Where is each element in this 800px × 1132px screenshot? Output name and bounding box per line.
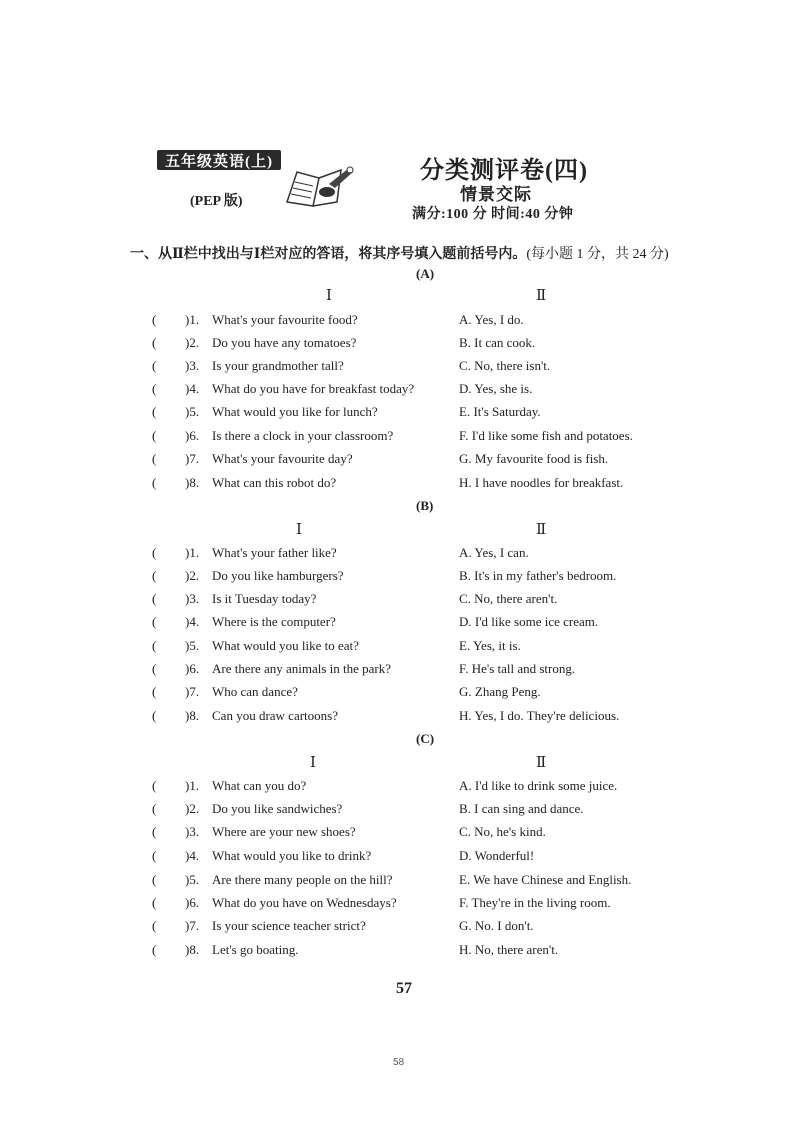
- question-text: What's your father like?: [212, 545, 337, 560]
- column-one-header: Ⅰ: [326, 288, 332, 304]
- answer-blank[interactable]: (: [152, 661, 157, 676]
- question-row: [152, 568, 682, 586]
- column-one-header: Ⅰ: [296, 522, 302, 538]
- answer-option: E. Yes, it is.: [459, 638, 521, 653]
- question-number: )7.: [185, 451, 200, 466]
- question-number: )3.: [185, 358, 200, 373]
- answer-option: E. It's Saturday.: [459, 404, 541, 419]
- section-label-c: (C): [416, 731, 435, 746]
- question-row: [152, 824, 682, 842]
- answer-blank[interactable]: (: [152, 638, 157, 653]
- answer-option: C. No, there aren't.: [459, 591, 558, 606]
- question-number: )5.: [185, 404, 200, 419]
- answer-option: B. I can sing and dance.: [459, 801, 584, 816]
- answer-option: B. It can cook.: [459, 335, 536, 350]
- answer-blank[interactable]: (: [152, 428, 157, 443]
- question-number: )3.: [185, 824, 200, 839]
- question-row: [152, 684, 682, 702]
- instruction-note: (每小题 1 分，共 24 分): [526, 247, 669, 262]
- answer-option: H. Yes, I do. They're delicious.: [459, 708, 620, 723]
- answer-blank[interactable]: (: [152, 404, 157, 419]
- answer-option: F. I'd like some fish and potatoes.: [459, 428, 633, 443]
- question-text: Do you like hamburgers?: [212, 568, 344, 583]
- score-time-info: 满分:100 分 时间:40 分钟: [412, 207, 574, 222]
- answer-option: F. They're in the living room.: [459, 895, 611, 910]
- question-row: [152, 614, 682, 632]
- scan-page-number: 58: [393, 1057, 405, 1068]
- question-text: Where is the computer?: [212, 614, 336, 629]
- question-number: )5.: [185, 872, 200, 887]
- answer-option: B. It's in my father's bedroom.: [459, 568, 617, 583]
- question-text: Are there many people on the hill?: [212, 872, 393, 887]
- question-text: What can you do?: [212, 778, 307, 793]
- answer-blank[interactable]: (: [152, 848, 157, 863]
- answer-option: D. Wonderful!: [459, 848, 535, 863]
- question-text: Is there a clock in your classroom?: [212, 428, 394, 443]
- answer-blank[interactable]: (: [152, 568, 157, 583]
- question-row: [152, 335, 682, 353]
- answer-option: E. We have Chinese and English.: [459, 872, 632, 887]
- question-row: [152, 778, 682, 796]
- question-number: )1.: [185, 778, 200, 793]
- question-number: )1.: [185, 545, 200, 560]
- page-subtitle: 情景交际: [460, 185, 532, 204]
- question-text: Can you draw cartoons?: [212, 708, 338, 723]
- question-row: [152, 638, 682, 656]
- answer-blank[interactable]: (: [152, 381, 157, 396]
- column-two-header: Ⅱ: [536, 288, 547, 304]
- answer-blank[interactable]: (: [152, 545, 157, 560]
- section-label-a: (A): [416, 266, 435, 281]
- answer-option: A. Yes, I can.: [459, 545, 529, 560]
- answer-option: G. No. I don't.: [459, 918, 534, 933]
- answer-blank[interactable]: (: [152, 475, 157, 490]
- question-row: [152, 708, 682, 726]
- question-row: [152, 381, 682, 399]
- question-number: )8.: [185, 475, 200, 490]
- question-row: [152, 358, 682, 376]
- answer-option: G. Zhang Peng.: [459, 684, 541, 699]
- question-text: Is it Tuesday today?: [212, 591, 317, 606]
- question-number: )7.: [185, 684, 200, 699]
- question-number: )2.: [185, 801, 200, 816]
- page-number: 57: [396, 980, 412, 997]
- book-pen-icon: [283, 158, 357, 210]
- answer-blank[interactable]: (: [152, 708, 157, 723]
- question-text: Do you like sandwiches?: [212, 801, 343, 816]
- answer-blank[interactable]: (: [152, 335, 157, 350]
- page-title: 分类测评卷(四): [420, 158, 588, 184]
- question-number: )6.: [185, 895, 200, 910]
- question-text: What do you have for breakfast today?: [212, 381, 415, 396]
- answer-blank[interactable]: (: [152, 872, 157, 887]
- question-row: [152, 895, 682, 913]
- question-row: [152, 801, 682, 819]
- column-two-header: Ⅱ: [536, 755, 547, 771]
- answer-blank[interactable]: (: [152, 801, 157, 816]
- section-label-b: (B): [416, 498, 434, 513]
- question-number: )6.: [185, 661, 200, 676]
- question-row: [152, 918, 682, 936]
- question-row: [152, 475, 682, 493]
- question-number: )3.: [185, 591, 200, 606]
- answer-option: H. No, there aren't.: [459, 942, 559, 957]
- question-number: )4.: [185, 381, 200, 396]
- question-text: Do you have any tomatoes?: [212, 335, 357, 350]
- answer-option: A. Yes, I do.: [459, 312, 524, 327]
- answer-blank[interactable]: (: [152, 358, 157, 373]
- question-number: )1.: [185, 312, 200, 327]
- question-row: [152, 545, 682, 563]
- question-row: [152, 428, 682, 446]
- edition-label: (PEP 版): [190, 194, 243, 209]
- question-text: Where are your new shoes?: [212, 824, 356, 839]
- question-row: [152, 404, 682, 422]
- question-number: )7.: [185, 918, 200, 933]
- question-row: [152, 848, 682, 866]
- answer-blank[interactable]: (: [152, 895, 157, 910]
- question-text: What can this robot do?: [212, 475, 337, 490]
- question-row: [152, 591, 682, 609]
- grade-badge: 五年级英语(上): [157, 150, 281, 170]
- answer-option: C. No, he's kind.: [459, 824, 546, 839]
- question-text: What would you like to eat?: [212, 638, 359, 653]
- question-text: What do you have on Wednesdays?: [212, 895, 397, 910]
- answer-option: A. I'd like to drink some juice.: [459, 778, 618, 793]
- answer-blank[interactable]: (: [152, 591, 157, 606]
- question-text: What's your favourite food?: [212, 312, 358, 327]
- answer-blank[interactable]: (: [152, 614, 157, 629]
- question-text: What would you like to drink?: [212, 848, 372, 863]
- question-number: )8.: [185, 942, 200, 957]
- question-text: Let's go boating.: [212, 942, 299, 957]
- instruction-text: 一、从Ⅱ栏中找出与Ⅰ栏对应的答语，将其序号填入题前括号内。: [130, 247, 527, 262]
- question-number: )4.: [185, 848, 200, 863]
- answer-option: H. I have noodles for breakfast.: [459, 475, 624, 490]
- column-two-header: Ⅱ: [536, 522, 547, 538]
- question-text: What's your favourite day?: [212, 451, 353, 466]
- question-number: )6.: [185, 428, 200, 443]
- question-number: )2.: [185, 568, 200, 583]
- question-number: )2.: [185, 335, 200, 350]
- question-text: Is your grandmother tall?: [212, 358, 344, 373]
- question-number: )4.: [185, 614, 200, 629]
- question-row: [152, 312, 682, 330]
- question-number: )5.: [185, 638, 200, 653]
- question-text: Who can dance?: [212, 684, 298, 699]
- answer-blank[interactable]: (: [152, 778, 157, 793]
- question-row: [152, 661, 682, 679]
- question-text: Are there any animals in the park?: [212, 661, 392, 676]
- question-row: [152, 451, 682, 469]
- answer-blank[interactable]: (: [152, 684, 157, 699]
- question-row: [152, 942, 682, 960]
- question-instruction: [130, 243, 669, 263]
- answer-blank[interactable]: (: [152, 824, 157, 839]
- question-text: What would you like for lunch?: [212, 404, 378, 419]
- question-row: [152, 872, 682, 890]
- answer-option: D. I'd like some ice cream.: [459, 614, 599, 629]
- answer-blank[interactable]: (: [152, 942, 157, 957]
- question-number: )8.: [185, 708, 200, 723]
- column-one-header: Ⅰ: [310, 755, 316, 771]
- answer-option: D. Yes, she is.: [459, 381, 533, 396]
- answer-blank[interactable]: (: [152, 918, 157, 933]
- answer-option: G. My favourite food is fish.: [459, 451, 609, 466]
- question-text: Is your science teacher strict?: [212, 918, 366, 933]
- answer-option: C. No, there isn't.: [459, 358, 551, 373]
- answer-blank[interactable]: (: [152, 312, 157, 327]
- answer-blank[interactable]: (: [152, 451, 157, 466]
- answer-option: F. He's tall and strong.: [459, 661, 576, 676]
